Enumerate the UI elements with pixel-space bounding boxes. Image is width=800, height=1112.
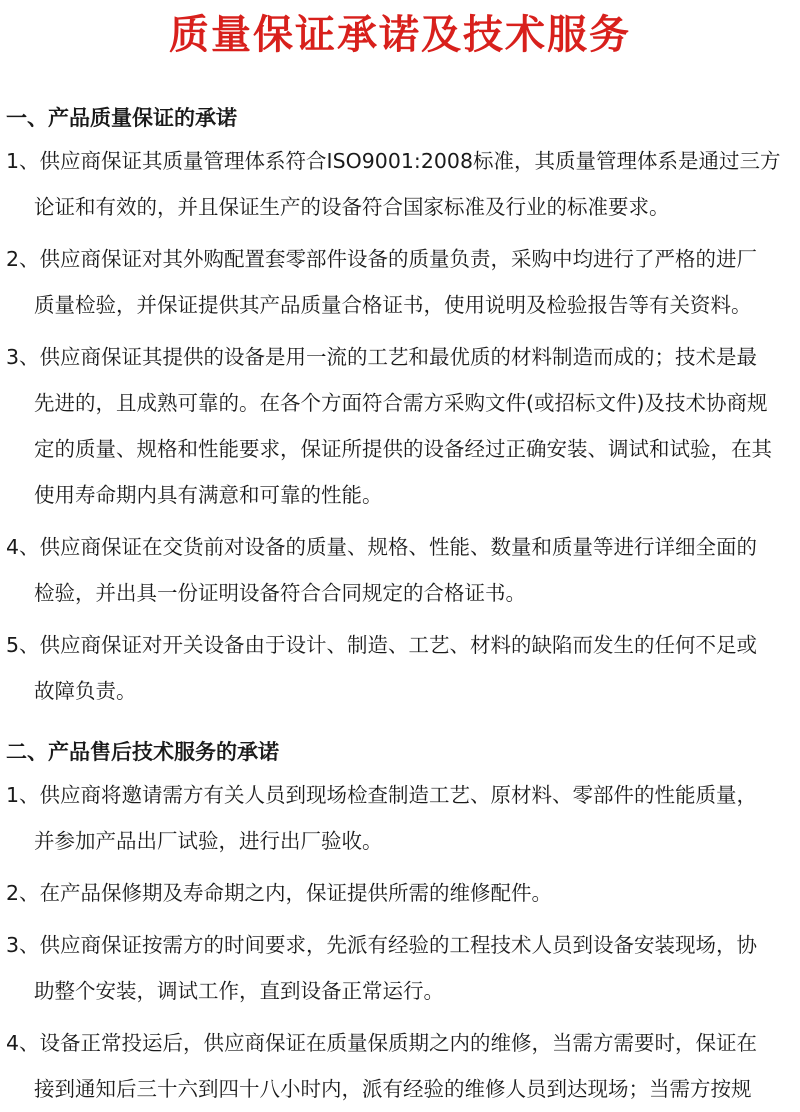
item-line: 4、供应商保证在交货前对设备的质量、规格、性能、数量和质量等进行详细全面的 (6, 535, 758, 559)
list-item (0, 772, 800, 864)
section-product-quality (0, 104, 800, 714)
list-item (0, 236, 800, 328)
item-line: 接到通知后三十六到四十八小时内，派有经验的维修人员到达现场；当需方按规 (34, 1077, 752, 1101)
section-heading: 二、产品售后技术服务的承诺 (6, 740, 279, 764)
item-line: 并参加产品出厂试验，进行出厂验收。 (34, 829, 383, 853)
section-after-sales-service (0, 738, 800, 1112)
item-line: 5、供应商保证对开关设备由于设计、制造、工艺、材料的缺陷而发生的任何不足或 (6, 633, 758, 657)
item-line: 使用寿命期内具有满意和可靠的性能。 (34, 483, 383, 507)
list-item (0, 622, 800, 714)
item-line: 检验，并出具一份证明设备符合合同规定的合格证书。 (34, 581, 526, 605)
item-line: 论证和有效的，并且保证生产的设备符合国家标准及行业的标准要求。 (34, 195, 670, 219)
item-line: 4、设备正常投运后，供应商保证在质量保质期之内的维修，当需方需要时，保证在 (6, 1031, 758, 1055)
page-title: 质量保证承诺及技术服务 (169, 12, 631, 58)
item-line: 定的质量、规格和性能要求，保证所提供的设备经过正确安装、调试和试验，在其 (34, 437, 772, 461)
list-item (0, 524, 800, 616)
item-line: 质量检验，并保证提供其产品质量合格证书，使用说明及检验报告等有关资料。 (34, 293, 752, 317)
item-line: 2、在产品保修期及寿命期之内，保证提供所需的维修配件。 (6, 881, 553, 905)
section-heading: 一、产品质量保证的承诺 (6, 106, 237, 130)
item-line: 先进的，且成熟可靠的。在各个方面符合需方采购文件(或招标文件)及技术协商规 (34, 391, 768, 415)
item-line: 助整个安装，调试工作，直到设备正常运行。 (34, 979, 444, 1003)
item-line: 1、供应商将邀请需方有关人员到现场检查制造工艺、原材料、零部件的性能质量， (6, 783, 758, 807)
list-item (0, 870, 800, 916)
item-line: 3、供应商保证其提供的设备是用一流的工艺和最优质的材料制造而成的；技术是最 (6, 345, 758, 369)
list-item (0, 138, 800, 230)
list-item (0, 334, 800, 518)
item-line: 1、供应商保证其质量管理体系符合ISO9001:2008标准，其质量管理体系是通过三方 (6, 149, 781, 173)
item-line: 3、供应商保证按需方的时间要求，先派有经验的工程技术人员到设备安装现场，协 (6, 933, 758, 957)
item-line: 2、供应商保证对其外购配置套零部件设备的质量负责，采购中均进行了严格的进厂 (6, 247, 758, 271)
item-line: 故障负责。 (34, 679, 137, 703)
list-item (0, 1020, 800, 1112)
list-item (0, 922, 800, 1014)
